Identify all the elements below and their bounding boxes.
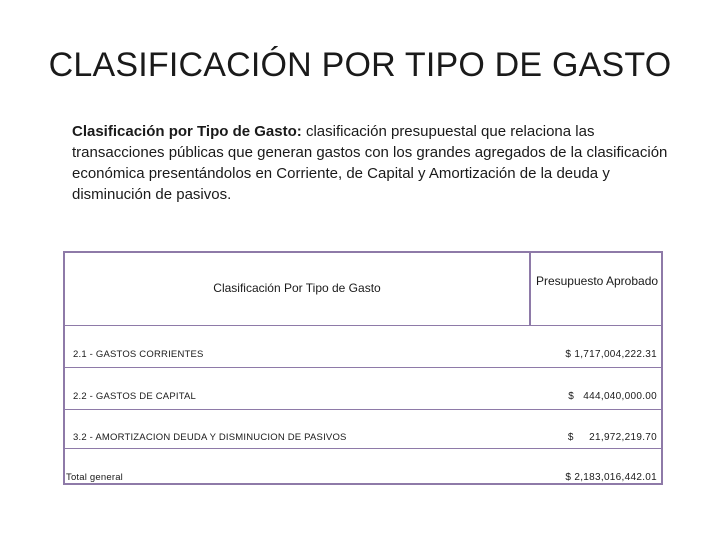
row-value-debt-amortization: $ 21,972,219.70: [567, 432, 657, 443]
row-value-current-expenses: $ 1,717,004,222.31: [565, 349, 657, 360]
row-value-capital-expenses: $ 444,040,000.00: [568, 391, 657, 402]
header-budget: Presupuesto Aprobado: [535, 274, 659, 288]
slide-title: CLASIFICACIÓN POR TIPO DE GASTO: [48, 46, 672, 84]
row-label-debt-amortization: 3.2 - AMORTIZACION DEUDA Y DISMINUCION DE PASIVOS: [73, 432, 347, 443]
description-paragraph: [72, 121, 672, 205]
row-value-total: $ 2,183,016,442.01: [565, 472, 657, 483]
description-text: clasificación presupuestal que relaciona las transacciones públicas que generan gastos con los grandes agregados de la clasificación económica presentándolos en Corriente, de Capital y Amortización de la deuda y disminución de pasivos.: [72, 123, 668, 203]
budget-table: [63, 251, 663, 485]
row-divider: [65, 409, 661, 410]
row-label-capital-expenses: 2.2 - GASTOS DE CAPITAL: [73, 391, 197, 402]
description-term: Clasificación por Tipo de Gasto:: [72, 123, 302, 140]
row-divider: [65, 325, 661, 326]
row-divider: [65, 367, 661, 368]
row-label-total: Total general: [66, 472, 123, 483]
header-classification: Clasificación Por Tipo de Gasto: [213, 281, 381, 295]
row-label-current-expenses: 2.1 - GASTOS CORRIENTES: [73, 349, 204, 360]
row-divider: [65, 448, 661, 449]
